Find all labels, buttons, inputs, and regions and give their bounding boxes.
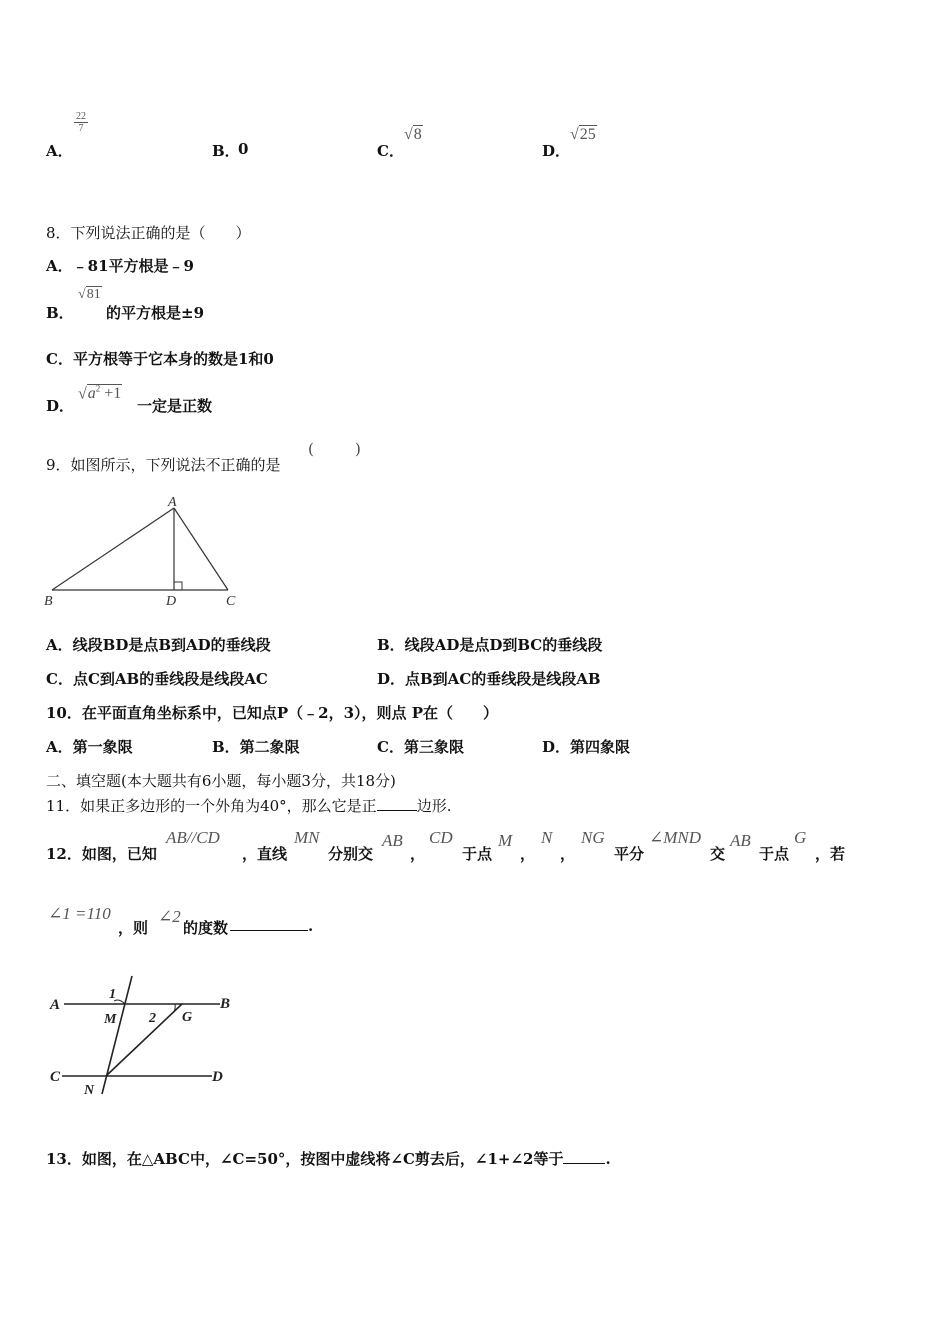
q8-stem: 8．下列说法正确的是（ ） — [46, 224, 251, 242]
q10-option-c: C．第三象限 — [377, 738, 464, 756]
q12-text-6: ， — [560, 845, 576, 863]
segment-ac — [174, 508, 228, 590]
label-angle-1: 1 — [109, 987, 116, 1002]
fraction-denominator: 7 — [78, 123, 84, 134]
q12-text-11: ，则 — [118, 919, 149, 937]
q12-text-1: ，直线 — [242, 845, 288, 863]
right-angle-mark — [174, 582, 182, 590]
q12-lead: 12．如图，已知 — [46, 845, 157, 863]
q13-answer-blank — [563, 1151, 605, 1164]
radicand-plus: +1 — [104, 385, 122, 403]
q12-math-ng: NG — [581, 828, 605, 847]
label-m: M — [104, 1012, 117, 1027]
radicand: 81 — [86, 287, 101, 302]
angle-2-arc — [171, 1004, 175, 1014]
q9-option-b: B．线段AD是点D到BC的垂线段 — [377, 636, 603, 654]
q11-answer-blank — [377, 798, 417, 811]
q10-option-d: D．第四象限 — [542, 738, 631, 756]
q9-stem: 9．如图所示，下列说法不正确的是 — [46, 456, 281, 474]
ray-ng — [106, 1004, 182, 1076]
q11-after: 边形. — [416, 797, 452, 815]
q8-option-d-sqrt: $√a^2 +1$ — [78, 384, 122, 403]
q9-option-d: D．点B到AC的垂线段是线段AB — [377, 670, 601, 688]
fraction-numerator: 22 — [76, 111, 86, 122]
q9-triangle-figure — [40, 492, 250, 612]
q12-answer — [230, 917, 313, 935]
label-c: C — [50, 1069, 61, 1085]
label-g: G — [182, 1010, 193, 1025]
q7-option-c-sqrt: √8 — [404, 126, 422, 143]
q12-end: . — [308, 917, 314, 935]
q10-stem: 10．在平面直角坐标系中，已知点P（﹣2，3），则点 P在（ ） — [46, 704, 499, 722]
label-angle-2: 2 — [149, 1011, 156, 1026]
q12-text-4: 于点 — [462, 845, 493, 863]
q7-option-d-label: D． — [542, 142, 571, 160]
q9-paren-close: ) — [355, 440, 361, 458]
q7-option-d-sqrt: √25 — [570, 126, 596, 143]
q12-text-12: 的度数 — [183, 919, 229, 937]
q12-text-2: 分别交 — [328, 845, 374, 863]
q13-text — [46, 1148, 611, 1169]
q12-text-5: ， — [520, 845, 536, 863]
q7-option-b-value: 0 — [238, 140, 249, 158]
q12-text-9: 于点 — [759, 845, 790, 863]
q8-option-b-sqrt: √81 — [78, 287, 101, 302]
radicand-exponent: 2 — [95, 384, 101, 394]
q7-option-c-label: C． — [377, 142, 404, 160]
label-b: B — [220, 996, 231, 1012]
q12-math-angle-mnd: ∠MND — [649, 828, 702, 847]
q13-stem: 13．如图，在△ABC中，∠C=50°，按图中虚线将∠C剪去后，∠1+∠2等于 — [46, 1150, 564, 1168]
label-a: A — [168, 495, 177, 510]
q12-text-8: 交 — [710, 845, 726, 863]
q8-option-b-text: 的平方根是±9 — [106, 304, 205, 322]
label-b: B — [44, 594, 53, 609]
q12-math-ab-parallel-cd: AB//CD — [166, 828, 220, 847]
q12-parallel-lines-figure — [44, 970, 244, 1100]
q12-text-3: ， — [410, 845, 426, 863]
q12-text-7: 平分 — [614, 845, 645, 863]
q12-text-10: ，若 — [815, 845, 846, 863]
q7-option-a-label: A． — [46, 142, 73, 160]
q8-option-d-text: 一定是正数 — [137, 397, 213, 415]
q12-math-g: G — [794, 828, 807, 847]
radicand: 8 — [413, 126, 422, 143]
label-n: N — [84, 1083, 95, 1098]
label-d: D — [166, 594, 177, 609]
radicand-base: a — [87, 385, 96, 403]
label-a: A — [50, 997, 61, 1013]
q8-option-c: C．平方根等于它本身的数是1和0 — [46, 350, 274, 368]
q12-math-m: M — [498, 831, 513, 850]
q11-before: 11．如果正多边形的一个外角为40°，那么它是正 — [46, 797, 377, 815]
q12-math-n: N — [541, 828, 553, 847]
q12-math-cd: CD — [429, 828, 453, 847]
q10-option-b: B．第二象限 — [212, 738, 300, 756]
section-2-heading: 二、填空题(本大题共有6小题，每小题3分，共18分) — [46, 772, 396, 790]
label-d: D — [212, 1069, 223, 1085]
q8-option-b-label: B． — [46, 304, 74, 322]
q9-option-c: C．点C到AB的垂线段是线段AC — [46, 670, 268, 688]
q12-math-mn: MN — [294, 828, 320, 847]
q9-paren-open: ( — [308, 440, 314, 458]
label-c: C — [226, 594, 236, 609]
q7-option-b-label: B． — [212, 142, 240, 160]
q12-math-ab-2: AB — [730, 831, 751, 850]
radicand: 25 — [579, 126, 596, 143]
q12-math-angle2: ∠2 — [158, 907, 181, 926]
q8-option-a: A．﹣81平方根是﹣9 — [46, 257, 194, 275]
segment-ab — [52, 508, 174, 590]
q12-answer-blank — [230, 918, 308, 931]
q7-option-a-fraction — [74, 111, 88, 134]
q10-option-a: A．第一象限 — [46, 738, 133, 756]
q8-option-d-label: D． — [46, 397, 75, 415]
q11-text — [46, 795, 451, 816]
q12-math-angle1: ∠1 =110 — [48, 904, 111, 923]
q13-end: . — [605, 1150, 611, 1168]
q12-math-ab-1: AB — [382, 831, 403, 850]
q9-option-a: A．线段BD是点B到AD的垂线段 — [46, 636, 271, 654]
